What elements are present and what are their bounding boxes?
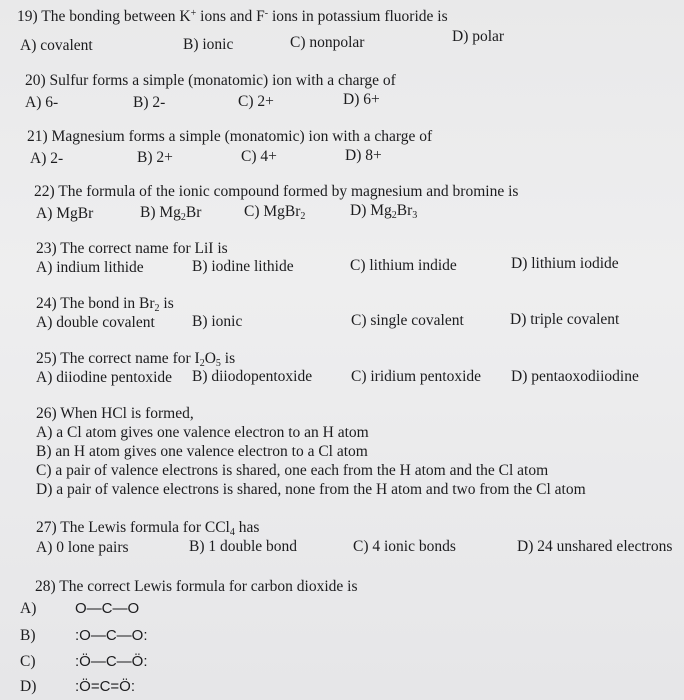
q27-stem-pre: 27) The Lewis formula for CCl [36,519,230,536]
question-20-stem: 20) Sulfur forms a simple (monatomic) ion with a charge of [25,72,396,89]
question-25-option-c: C) iridium pentoxide [351,368,482,385]
question-22-option-d [350,202,417,220]
question-26-option-b: B) an H atom gives one valence electron to a Cl atom [36,443,368,460]
question-24-option-b: B) ionic [192,313,243,330]
q24-stem-sub: 2 [154,303,160,314]
question-28-option-a-label: A) [20,600,37,617]
q27-stem-sub: 4 [229,527,235,538]
q19-sup-f: - [264,8,269,19]
q22-c-sub: 2 [300,211,306,222]
question-25-option-d: D) pentaoxodiiodine [511,368,639,385]
question-27-option-a: A) 0 lone pairs [36,539,129,556]
q19-stem-post: ions in potassium fluoride is [268,8,448,25]
question-24-option-a: A) double covalent [36,314,155,331]
question-28-option-b-formula: :O—C—O: [75,627,148,644]
q27-stem-post: has [234,519,260,536]
q25-stem-mid: O [204,350,216,367]
question-20-option-b: B) 2- [133,94,166,111]
question-26-option-c: C) a pair of valence electrons is shared, one each from the H atom and the Cl atom [36,462,549,479]
question-21-option-b: B) 2+ [137,149,173,166]
question-21-option-d: D) 8+ [345,147,382,164]
question-21-option-a: A) 2- [30,150,64,167]
question-28-option-c-label: C) [20,653,36,670]
q24-stem-post: is [159,295,174,312]
question-20-option-d: D) 6+ [343,91,380,108]
q19-stem-mid: ions and F [196,8,265,25]
question-28-stem: 28) The correct Lewis formula for carbon dioxide is [35,578,358,595]
question-21-option-c: C) 4+ [241,148,277,165]
question-25-option-b: B) diiodopentoxide [192,368,313,385]
q22-b-sub: 2 [180,212,186,223]
question-26-option-d: D) a pair of valence electrons is shared, none from the H atom and two from the Cl atom [36,481,586,498]
question-25-option-a: A) diiodine pentoxide [36,369,173,386]
question-19-option-b: B) ionic [183,36,234,53]
question-23-option-a: A) indium lithide [36,259,144,276]
question-23-option-d: D) lithium iodide [511,255,619,272]
question-28-option-a-formula: O—C—O [75,600,140,617]
question-19-option-c: C) nonpolar [290,34,365,51]
q22-b-post: Br [185,204,202,221]
q25-stem-sub2: 5 [215,358,221,369]
question-27-stem [36,519,259,537]
q25-stem-post: is [220,350,236,367]
q22-d-sub1: 2 [391,210,397,221]
question-27-option-d: D) 24 unshared electrons [517,538,673,555]
question-28-option-d-formula: :Ö=C=Ö: [75,678,136,695]
q22-d-mid: Br [396,202,413,219]
question-19-stem [17,8,448,26]
question-24-stem [36,295,174,313]
question-22-stem: 22) The formula of the ionic compound formed by magnesium and bromine is [34,183,519,200]
q24-stem-pre: 24) The bond in Br [36,295,155,312]
question-26-stem: 26) When HCl is formed, [36,405,194,422]
question-23-stem: 23) The correct name for LiI is [36,240,228,257]
q19-stem-pre: 19) The bonding between K [17,8,191,25]
question-23-option-c: C) lithium indide [350,257,457,274]
question-22-option-b [140,204,201,222]
q22-c-pre: C) MgBr [244,203,301,220]
question-23-option-b: B) iodine lithide [192,258,294,275]
question-20-option-a: A) 6- [25,94,59,111]
question-22-option-a: A) MgBr [36,205,94,222]
q19-sup-k: + [190,8,197,19]
question-21-stem: 21) Magnesium forms a simple (monatomic) ion with a charge of [27,128,433,145]
question-22-option-c [244,203,305,221]
question-19-option-a: A) covalent [20,37,93,54]
q25-stem-pre: 25) The correct name for I [36,350,200,367]
question-19-option-d: D) polar [452,28,505,45]
question-24-option-c: C) single covalent [351,312,464,329]
question-25-stem [36,350,235,368]
question-26-option-a: A) a Cl atom gives one valence electron to an H atom [36,424,369,441]
q22-b-pre: B) Mg [140,204,181,221]
question-24-option-d: D) triple covalent [510,311,620,328]
question-28-option-c-formula: :Ö—C—Ö: [75,653,148,670]
question-20-option-c: C) 2+ [238,93,274,110]
q22-d-pre: D) Mg [350,202,392,219]
q25-stem-sub1: 2 [199,358,205,369]
question-28-option-d-label: D) [20,678,37,695]
question-28-option-b-label: B) [20,627,36,644]
question-27-option-c: C) 4 ionic bonds [353,538,456,555]
q22-d-sub2: 3 [412,210,418,221]
question-27-option-b: B) 1 double bond [189,538,298,555]
